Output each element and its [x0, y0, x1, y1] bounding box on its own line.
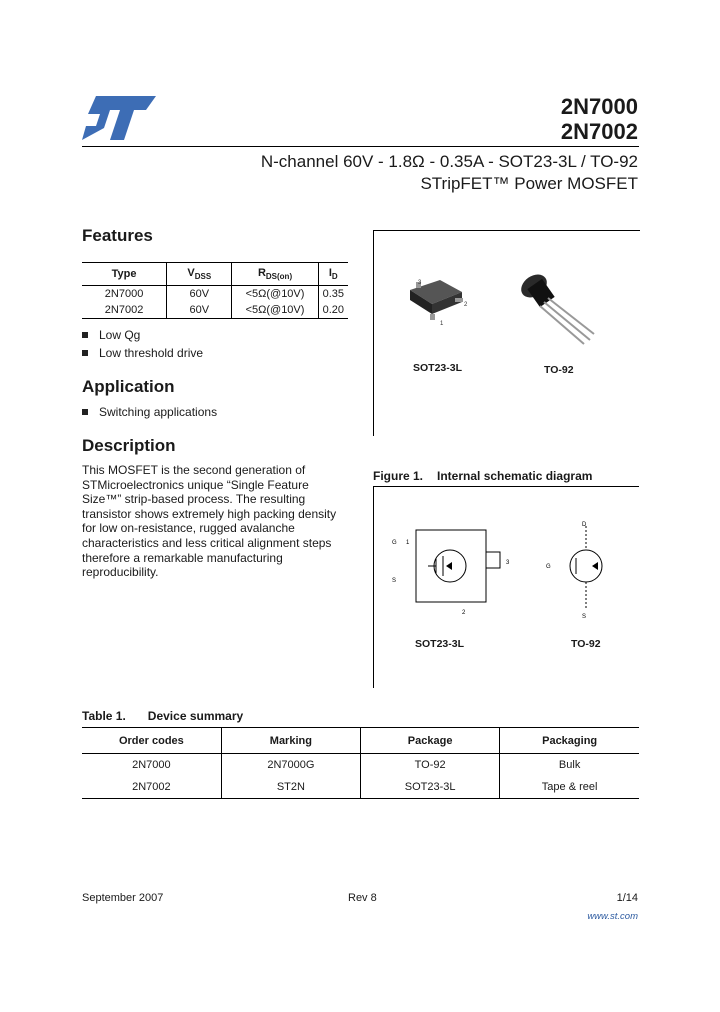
- cell-type: 2N7002: [104, 304, 144, 316]
- col-rds: $R_{DS(on)}$: [232, 263, 318, 286]
- device-summary-header: [82, 728, 639, 754]
- features-table-header: [82, 263, 348, 286]
- header-rule: [82, 146, 639, 147]
- svg-text:3: 3: [418, 280, 422, 286]
- col-packaging: Packaging: [500, 728, 639, 754]
- col-order-codes: Order codes: [118, 734, 184, 747]
- cell-packaging: Bulk: [500, 754, 639, 777]
- cell-marking: 2N7000G: [221, 754, 360, 777]
- svg-text:S: S: [582, 614, 587, 618]
- bullet-square-icon: [82, 332, 88, 338]
- description-heading: Description: [82, 436, 176, 455]
- table-row: [82, 302, 348, 319]
- bullet-square-icon: [82, 350, 88, 356]
- figure1-label-to92: TO-92: [571, 638, 601, 650]
- cell-package: TO-92: [361, 754, 500, 777]
- svg-text:1: 1: [440, 321, 444, 327]
- cell-id: 0.35: [318, 286, 348, 303]
- figure1-label-sot23: SOT23-3L: [415, 638, 465, 650]
- subtitle-line-1: N-channel 60V - 1.8Ω - 0.35A - SOT23-3L / TO-92: [260, 152, 638, 171]
- figure1-rule: [373, 486, 639, 487]
- subtitle-line-2: STripFET™ Power MOSFET: [420, 174, 638, 193]
- cell-vdss: 60V: [167, 286, 232, 303]
- svg-text:3: 3: [506, 560, 510, 566]
- figure1-caption: Figure 1. Internal schematic diagram: [373, 469, 593, 483]
- part-number-2: 2N7002: [560, 119, 638, 144]
- footer-url-link[interactable]: www.st.com: [587, 911, 638, 922]
- footer-rev: Rev 8: [348, 892, 377, 904]
- to92-package-image: [510, 268, 600, 348]
- cell-id: 0.20: [318, 302, 348, 319]
- col-package: Package: [361, 728, 500, 754]
- features-table: [82, 262, 348, 319]
- table-row: [82, 776, 639, 799]
- col-id: $I_D$: [318, 263, 348, 286]
- svg-text:D: D: [582, 522, 587, 528]
- to92-schematic: [540, 518, 630, 618]
- features-heading: Features: [82, 226, 153, 245]
- package-label-to92: TO-92: [544, 364, 574, 376]
- feature-bullet: Low threshold drive: [82, 344, 203, 362]
- cell-rds: <5Ω(@10V): [232, 286, 318, 303]
- table-row: [82, 286, 348, 303]
- description-text: This MOSFET is the second generation of STMicroelectronics unique “Single Feature Size™” strip-based process. The resulting transistor shows extremely high packing density for low on-resistance, rugged avalanche characteristics and less critical alignment steps therefore a remarkable manufacturing reproducibility.: [82, 463, 337, 580]
- bullet-square-icon: [82, 409, 88, 415]
- figure1-left-border: [373, 486, 374, 688]
- application-bullet: Switching applications: [82, 403, 217, 421]
- col-marking: Marking: [221, 728, 360, 754]
- footer-date: September 2007: [82, 892, 164, 904]
- sot23-schematic: [388, 518, 518, 618]
- svg-text:2: 2: [464, 302, 468, 308]
- package-label-sot23: SOT23-3L: [413, 362, 463, 374]
- part-number-1: 2N7000: [560, 94, 638, 119]
- device-summary-table: [82, 727, 639, 799]
- col-vdss: $V_{DSS}$: [167, 263, 232, 286]
- cell-marking: ST2N: [221, 776, 360, 799]
- cell-package: SOT23-3L: [361, 776, 500, 799]
- st-logo: [82, 96, 156, 140]
- cell-order-code: 2N7002: [132, 781, 171, 793]
- cell-order-code: 2N7000: [132, 759, 171, 771]
- svg-text:G: G: [546, 564, 551, 570]
- cell-rds: <5Ω(@10V): [232, 302, 318, 319]
- feature-bullet: Low Qg: [82, 326, 140, 344]
- table1-caption: Table 1. Device summary: [82, 709, 244, 723]
- footer-page: 1/14: [616, 892, 638, 904]
- svg-text:S: S: [392, 578, 397, 584]
- table-row: [82, 754, 639, 777]
- cell-vdss: 60V: [167, 302, 232, 319]
- cell-type: 2N7000: [104, 288, 144, 300]
- svg-text:2: 2: [462, 610, 466, 616]
- sot23-package-image: [400, 270, 480, 330]
- svg-text:1: 1: [406, 540, 410, 546]
- cell-packaging: Tape & reel: [500, 776, 639, 799]
- col-type: Type: [111, 268, 137, 280]
- application-heading: Application: [82, 377, 175, 396]
- svg-text:G: G: [392, 540, 397, 546]
